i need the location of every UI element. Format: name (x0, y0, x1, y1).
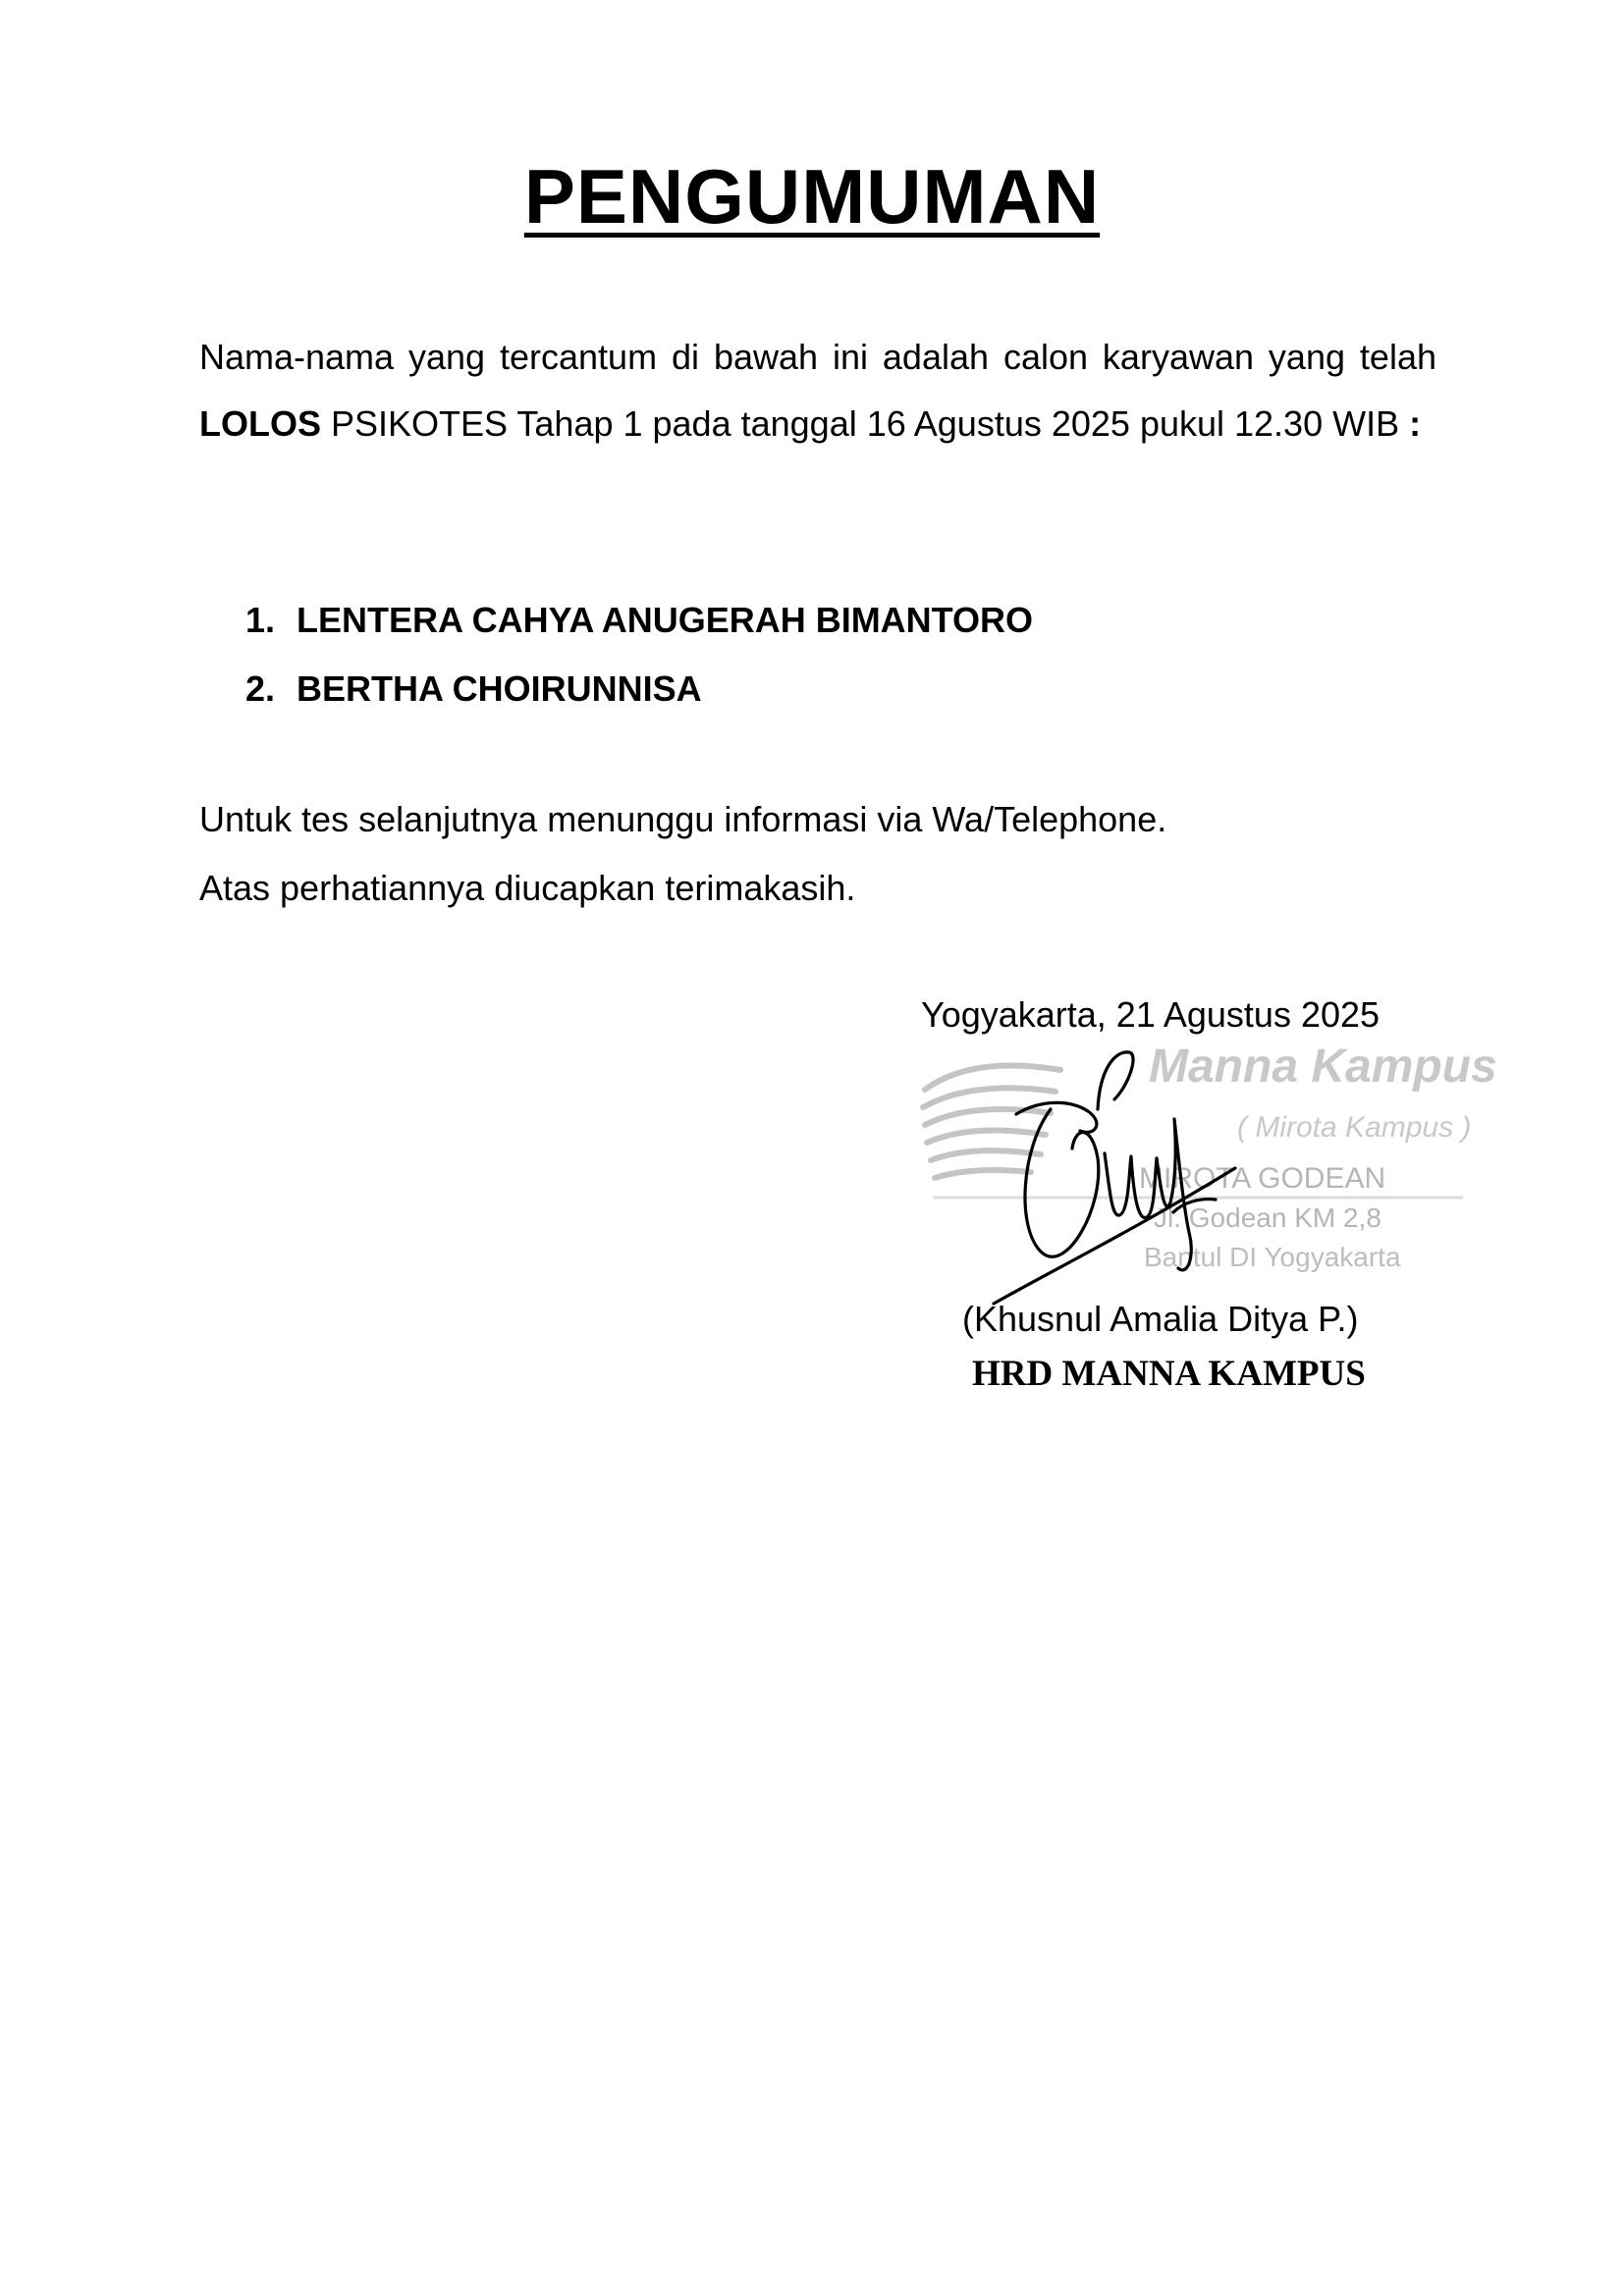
intro-text-part1: Nama-nama yang tercantum di bawah ini adalah calon karyawan yang telah (199, 337, 1436, 377)
closing-line-1: Untuk tes selanjutnya menunggu informasi via Wa/Telephone. (199, 799, 1167, 839)
stamp-line-3: Bantul DI Yogyakarta (1144, 1242, 1401, 1272)
stamp-line-1: MIROTA GODEAN (1139, 1162, 1386, 1195)
intro-highlight: LOLOS (199, 403, 321, 444)
intro-colon: : (1409, 403, 1422, 444)
list-item (245, 586, 1033, 655)
list-item (245, 655, 1033, 723)
place-date: Yogyakarta, 21 Agustus 2025 (921, 994, 1380, 1035)
closing-paragraph (199, 785, 1166, 923)
list-number: 2. (245, 668, 276, 709)
stamp-brand: Manna Kampus (1149, 1041, 1497, 1093)
stamp-line-2: Jl. Godean KM 2,8 (1154, 1202, 1381, 1233)
stamp-subbrand: ( Mirota Kampus ) (1237, 1111, 1472, 1144)
candidate-name: LENTERA CAHYA ANUGERAH BIMANTORO (297, 600, 1034, 640)
signature-icon (982, 1041, 1276, 1315)
signer-title: HRD MANNA KAMPUS (972, 1354, 1366, 1394)
candidate-list (245, 586, 1033, 723)
closing-line-2: Atas perhatiannya diucapkan terimakasih. (199, 868, 856, 908)
intro-text-part2: PSIKOTES Tahap 1 pada tanggal 16 Agustus 2025 pukul 12.30 WIB (321, 403, 1410, 444)
page-title (0, 147, 1624, 245)
signer-name: (Khusnul Amalia Ditya P.) (962, 1299, 1359, 1339)
intro-paragraph (199, 324, 1436, 457)
candidate-name: BERTHA CHOIRUNNISA (297, 668, 702, 709)
title-text: PENGUMUMAN (523, 153, 1101, 240)
list-number: 1. (245, 600, 276, 640)
